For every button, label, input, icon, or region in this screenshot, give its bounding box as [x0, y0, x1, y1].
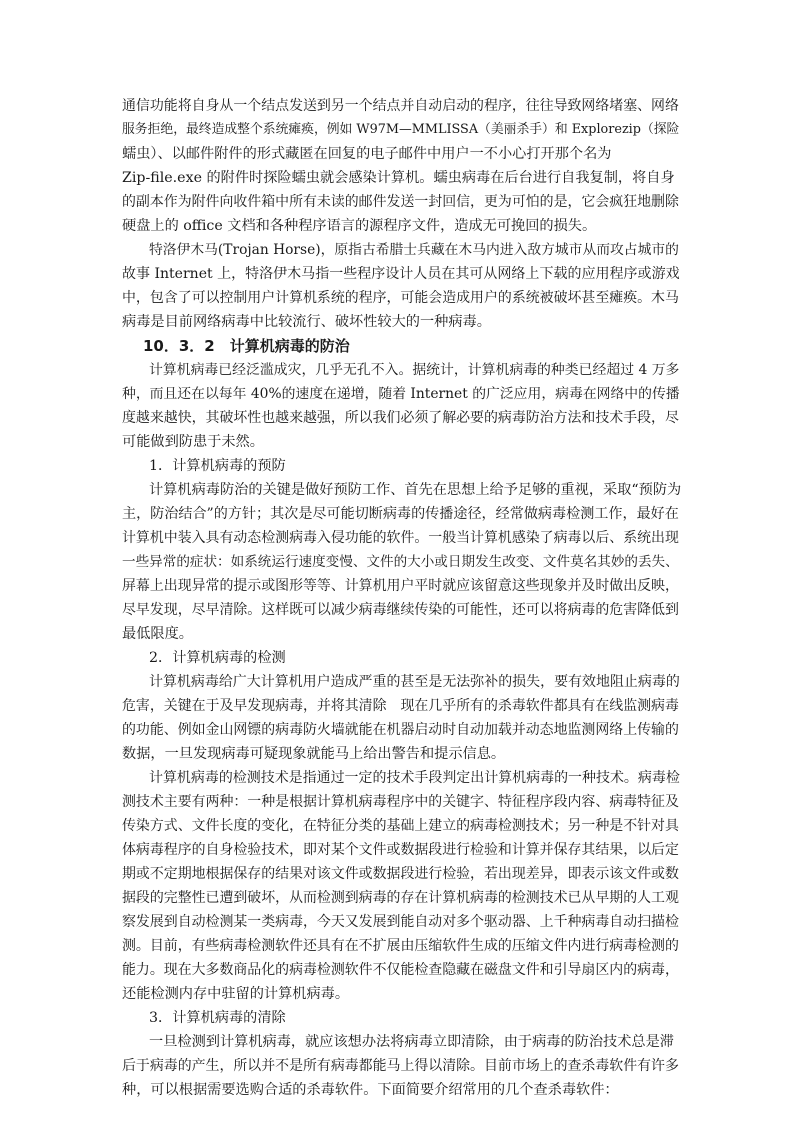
subsection-heading: 1．计算机病毒的预防 [149, 458, 286, 474]
text-line: 能力。现在大多数商品化的病毒检测软件不仅能检查隐藏在磁盘文件和引导扇区内的病毒， [122, 962, 679, 978]
text-line: 计算机病毒已经泛滥成灾，几乎无孔不入。据统计，计算机病毒的种类已经超过 4 万多 [149, 362, 680, 378]
text-line: 还能检测内存中驻留的计算机病毒。 [122, 986, 350, 1002]
text-line: 通信功能将自身从一个结点发送到另一个结点并自动启动的程序，往往导致网络堵塞、网络 [122, 98, 679, 114]
text-line: 度越来越快，其破坏性也越来越强，所以我们必须了解必要的病毒防治方法和技术手段，尽 [122, 410, 679, 426]
text-line: 危害，关键在于及早发现病毒，并将其清除 现在几乎所有的杀毒软件都具有在线监测病毒 [122, 698, 679, 714]
text-line: 期或不定期地根据保存的结果对该文件或数据段进行检验，若出现差异，即表示该文件或数 [122, 866, 679, 882]
text-line: 服务拒绝，最终造成整个系统瘫痪，例如 W97M—MMLISSA（美丽杀手）和 Explorezip（探险 [122, 122, 680, 137]
text-line: 尽早发现，尽早清除。这样既可以减少病毒继续传染的可能性，还可以将病毒的危害降低到 [122, 602, 679, 618]
text-line: Zip-file.exe 的附件时探险蠕虫就会感染计算机。蠕虫病毒在后台进行自我复制，将自身 [122, 170, 675, 186]
text-line: 的功能、例如金山网镖的病毒防火墙就能在机器启动时自动加载并动态地监测网络上传输的 [122, 722, 679, 738]
text-line: 病毒是目前网络病毒中比较流行、破坏性较大的一种病毒。 [122, 314, 491, 330]
text-line: 种，可以根据需要选购合适的杀毒软件。下面简要介绍常用的几个查杀毒软件： [122, 1082, 619, 1098]
text-line: 传染方式、文件长度的变化，在特征分类的基础上建立的病毒检测技术；另一种是不针对具 [122, 818, 679, 834]
text-line: 据段的完整性已遭到破坏，从而检测到病毒的存在计算机病毒的检测技术已从早期的人工观 [122, 890, 679, 906]
text-line: 蠕虫）、以邮件附件的形式藏匿在回复的电子邮件中用户一不小心打开那个名为 [122, 146, 612, 162]
text-line: 种，而且还在以每年 40%的速度在递增，随着 Internet 的广泛应用，病毒在网络中的传播 [122, 386, 680, 402]
text-line: 可能做到防患于未然。 [122, 434, 264, 450]
text-line: 主，防治结合”的方针；其次是尽可能切断病毒的传播途径，经常做病毒检测工作，最好在 [122, 506, 679, 522]
text-line: 后于病毒的产生，所以并不是所有病毒都能马上得以清除。目前市场上的查杀毒软件有许多 [122, 1058, 679, 1074]
text-line: 测技术主要有两种：一种是根据计算机病毒程序中的关键字、特征程序段内容、病毒特征及 [122, 794, 679, 810]
text-line: 计算机病毒的检测技术是指通过一定的技术手段判定出计算机病毒的一种技术。病毒检 [149, 770, 680, 786]
text-line: 一旦检测到计算机病毒，就应该想办法将病毒立即清除，由于病毒的防治技术总是滞 [149, 1034, 674, 1050]
subsection-heading: 3．计算机病毒的清除 [149, 1010, 286, 1026]
text-line: 硬盘上的 office 文档和各种程序语言的源程序文件，造成无可挽回的损失。 [122, 218, 597, 234]
text-line: 特洛伊木马(Trojan Horse)，原指古希腊士兵藏在木马内进入敌方城市从而攻占城市的 [149, 242, 679, 258]
section-heading: 10．3．2 计算机病毒的防治 [143, 337, 350, 355]
text-line: 体病毒程序的自身检验技术，即对某个文件或数据段进行检验和计算并保存其结果，以后定 [122, 842, 679, 858]
text-line: 数据，一旦发现病毒可疑现象就能马上给出警告和提示信息。 [122, 746, 506, 762]
text-line: 的副本作为附件向收件箱中所有未读的邮件发送一封回信，更为可怕的是，它会疯狂地删除 [122, 194, 679, 210]
subsection-heading: 2．计算机病毒的检测 [149, 650, 286, 666]
text-line: 计算机病毒防治的关键是做好预防工作、首先在思想上给予足够的重视，采取“预防为 [149, 482, 682, 498]
text-line: 计算机中装入具有动态检测病毒入侵功能的软件。一般当计算机感染了病毒以后、系统出现 [122, 530, 679, 546]
text-line: 最低限度。 [122, 626, 193, 642]
text-line: 测。目前，有些病毒检测软件还具有在不扩展由压缩软件生成的压缩文件内进行病毒检测的 [122, 938, 679, 954]
text-line: 一些异常的症状：如系统运行速度变慢、文件的大小或日期发生改变、文件莫名其妙的丢失、 [122, 554, 679, 570]
text-line: 故事 Internet 上，特洛伊木马指一些程序设计人员在其可从网络上下载的应用程序或游戏 [122, 266, 680, 282]
text-line: 计算机病毒给广大计算机用户造成严重的甚至是无法弥补的损失，要有效地阻止病毒的 [149, 674, 680, 690]
text-line: 中，包含了可以控制用户计算机系统的程序，可能会造成用户的系统被破坏甚至瘫痪。木马 [122, 290, 679, 306]
text-line: 察发展到自动检测某一类病毒，今天又发展到能自动对多个驱动器、上千种病毒自动扫描检 [122, 914, 679, 930]
text-line: 屏幕上出现异常的提示或图形等等、计算机用户平时就应该留意这些现象并及时做出反映， [122, 578, 679, 594]
